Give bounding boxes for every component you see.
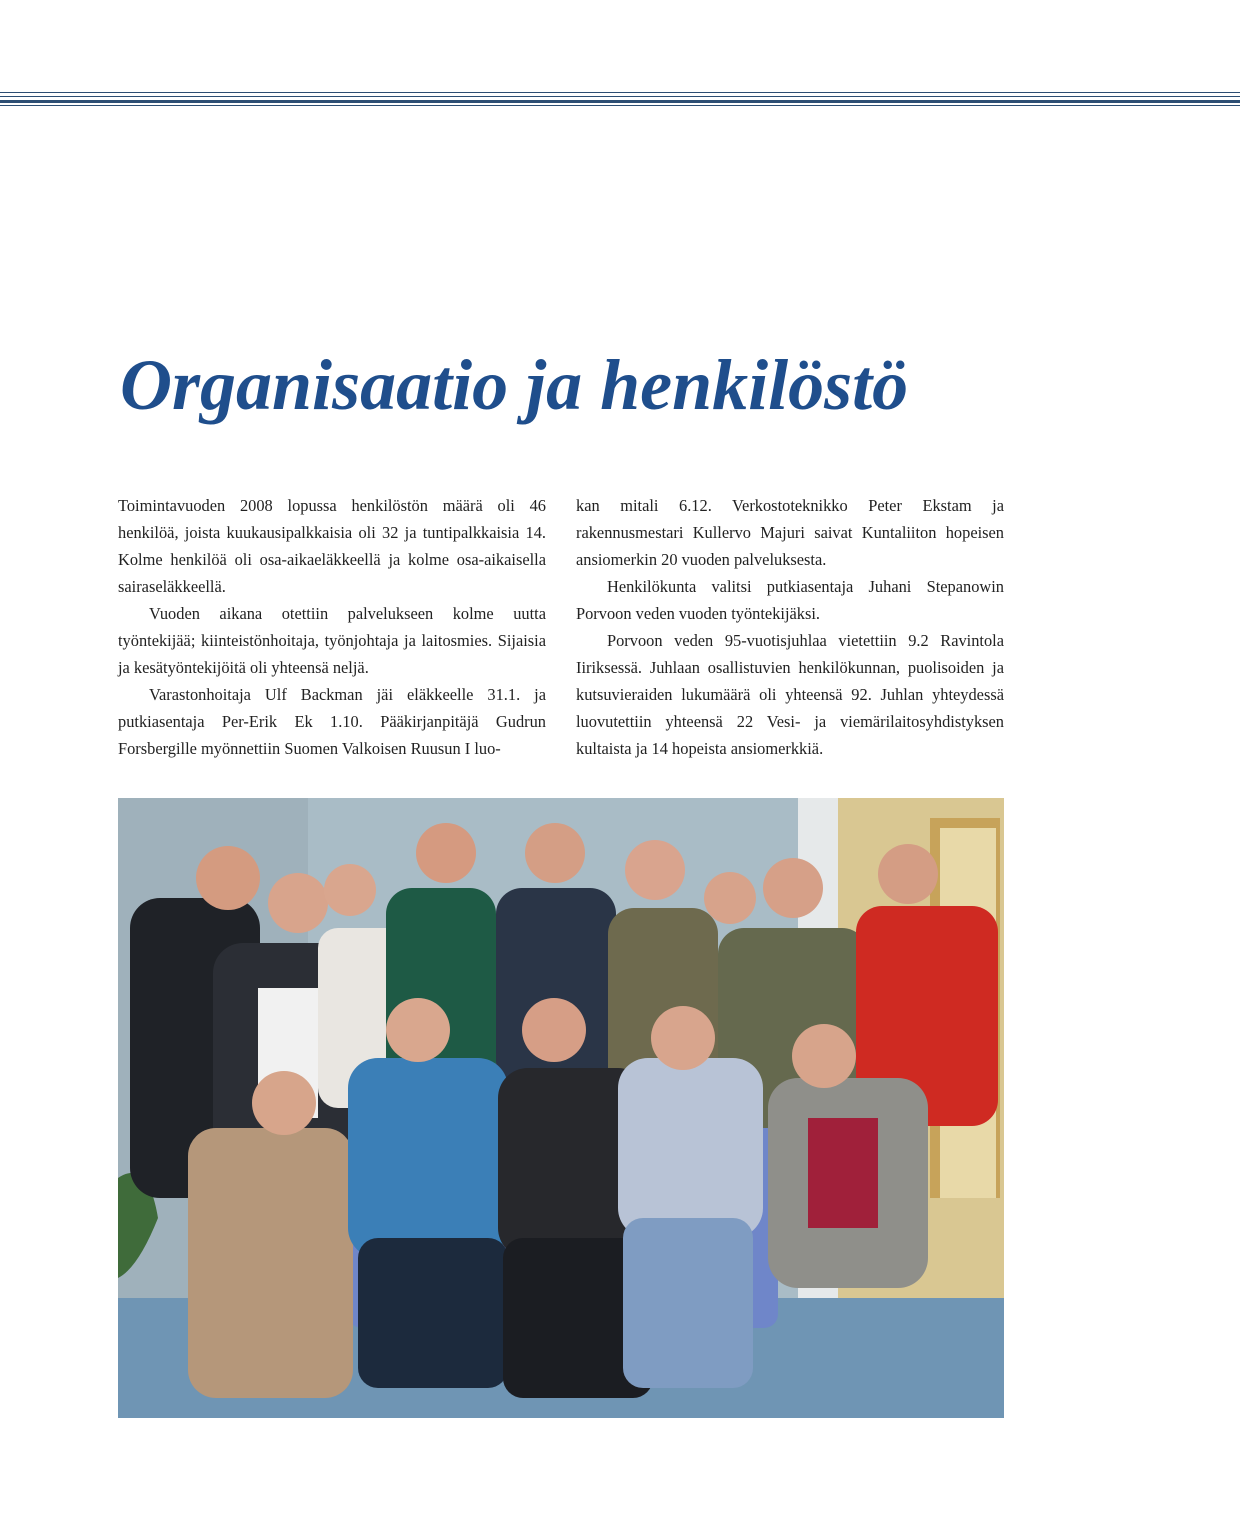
- article-column-left: [118, 492, 546, 762]
- paragraph: Vuoden aikana otettiin palvelukseen kolme uutta työntekijää; kiinteistönhoitaja, työnjohtaja ja laitosmies. Sijaisia ja kesätyöntekijöitä oli yhteensä neljä.: [118, 604, 546, 677]
- page-title: Organisaatio ja henkilöstö: [120, 345, 909, 425]
- paragraph: Henkilökunta valitsi putkiasentaja Juhani Stepanowin Porvoon veden vuoden työntekijäksi.: [576, 577, 1004, 623]
- header-rule-line: [0, 96, 1240, 97]
- header-rule-line: [0, 100, 1240, 103]
- header-rules: [0, 92, 1240, 106]
- paragraph: Varastonhoitaja Ulf Backman jäi eläkkeelle 31.1. ja putkiasentaja Per-Erik Ek 1.10. Pääkirjanpitäjä Gudrun Forsbergille myönnettiin Suomen Valkoisen Ruusun I luo-: [118, 685, 546, 758]
- paragraph: Porvoon veden 95-vuotisjuhlaa vietettiin 9.2 Ravintola Iiriksessä. Juhlaan osallistuvien henkilökunnan, puolisoiden ja kutsuvieraiden lukumäärä oli yhteensä 92. Juhlan yhteydessä luovutettiin yhteensä 22 Vesi- ja viemärilaitosyhdistyksen kultaista ja 14 hopeista ansiomerkkiä.: [576, 631, 1004, 758]
- article-column-right: [576, 492, 1004, 762]
- header-rule-line: [0, 105, 1240, 106]
- group-photo: [118, 798, 1004, 1418]
- paragraph: Toimintavuoden 2008 lopussa henkilöstön määrä oli 46 henkilöä, joista kuukausipalkkaisia oli 32 ja tuntipalkkaisia 14. Kolme henkilöä oli osa-aikaeläkkeellä ja kolme osa-aikaisella sairaseläkkeellä.: [118, 496, 546, 596]
- header-rule-line: [0, 92, 1240, 93]
- paragraph: kan mitali 6.12. Verkostoteknikko Peter Ekstam ja rakennusmestari Kullervo Majuri saivat Kuntaliiton hopeisen ansiomerkin 20 vuoden palveluksesta.: [576, 496, 1004, 569]
